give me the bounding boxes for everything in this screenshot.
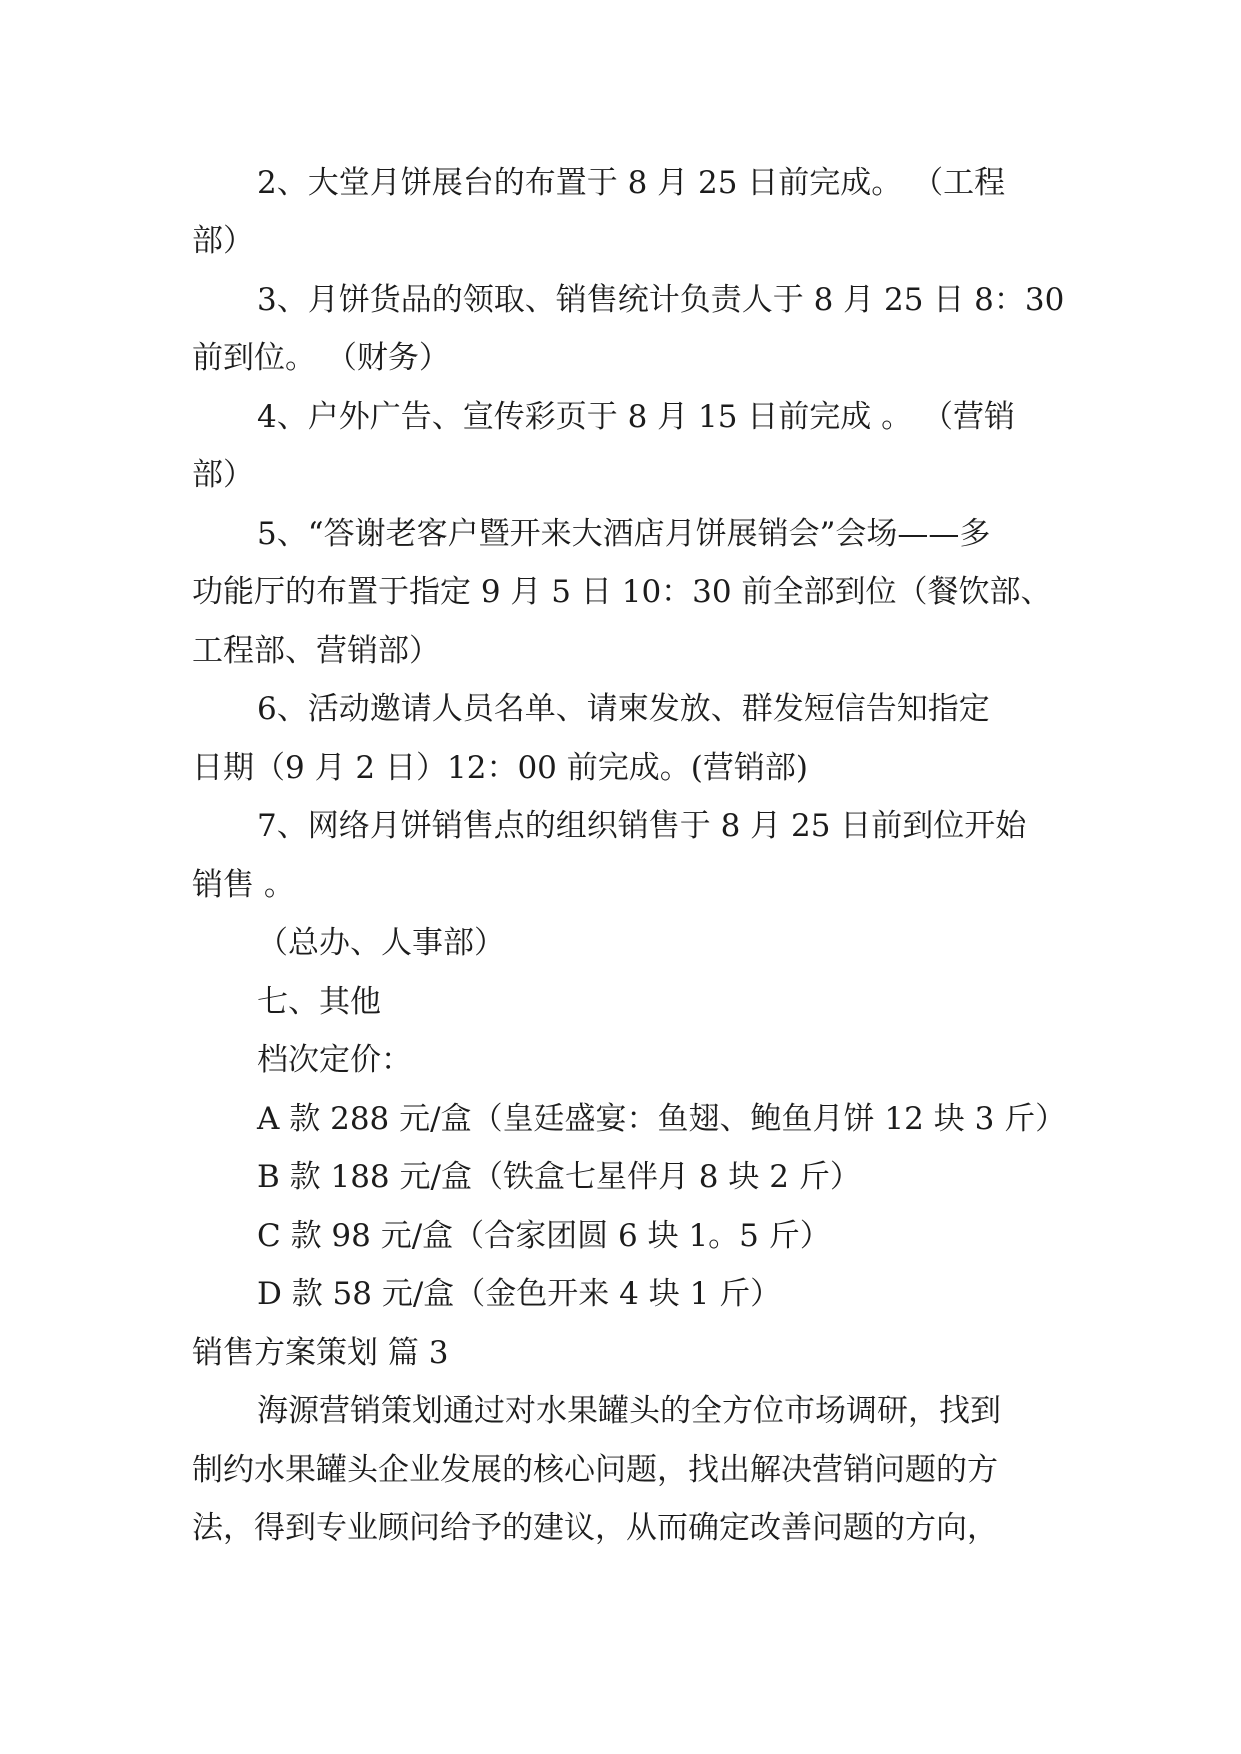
paragraph-line: 5、“答谢老客户暨开来大酒店月饼展销会”会场——多 — [257, 516, 991, 552]
paragraph-line: 工程部、营销部） — [192, 633, 440, 669]
paragraph-line: 档次定价： — [257, 1042, 412, 1078]
paragraph-line: （总办、人事部） — [257, 925, 505, 961]
paragraph-line: 7、网络月饼销售点的组织销售于 8 月 25 日前到位开始 — [257, 808, 1027, 844]
paragraph-line: 海源营销策划通过对水果罐头的全方位市场调研，找到 — [257, 1393, 1001, 1429]
price-item: C 款 98 元/盒（合家团圆 6 块 1。5 斤） — [257, 1218, 831, 1254]
paragraph-line: 部） — [192, 223, 254, 259]
paragraph-line: 日期（9 月 2 日）12：00 前完成。(营销部) — [192, 750, 808, 786]
paragraph-line: 制约水果罐头企业发展的核心问题，找出解决营销问题的方 — [192, 1452, 998, 1488]
price-item: A 款 288 元/盒（皇廷盛宴：鱼翅、鲍鱼月饼 12 块 3 斤） — [257, 1101, 1067, 1137]
paragraph-line: 功能厅的布置于指定 9 月 5 日 10：30 前全部到位（餐饮部、 — [192, 574, 1052, 610]
section-title: 销售方案策划 篇 3 — [192, 1335, 449, 1371]
paragraph-line: 部） — [192, 457, 254, 493]
paragraph-line: 3、月饼货品的领取、销售统计负责人于 8 月 25 日 8：30 — [257, 282, 1065, 318]
paragraph-line: 法，得到专业顾问给予的建议，从而确定改善问题的方向， — [192, 1510, 998, 1546]
paragraph-line: 6、活动邀请人员名单、请柬发放、群发短信告知指定 — [257, 691, 990, 727]
price-item: B 款 188 元/盒（铁盒七星伴月 8 块 2 斤） — [257, 1159, 861, 1195]
paragraph-line: 销售 。 — [192, 867, 295, 903]
paragraph-line: 前到位。 （财务） — [192, 340, 450, 376]
price-item: D 款 58 元/盒（金色开来 4 块 1 斤） — [257, 1276, 782, 1312]
paragraph-line: 4、户外广告、宣传彩页于 8 月 15 日前完成 。 （营销 — [257, 399, 1016, 435]
paragraph-line: 2、大堂月饼展台的布置于 8 月 25 日前完成。 （工程 — [257, 165, 1006, 201]
section-heading: 七、其他 — [257, 984, 381, 1020]
